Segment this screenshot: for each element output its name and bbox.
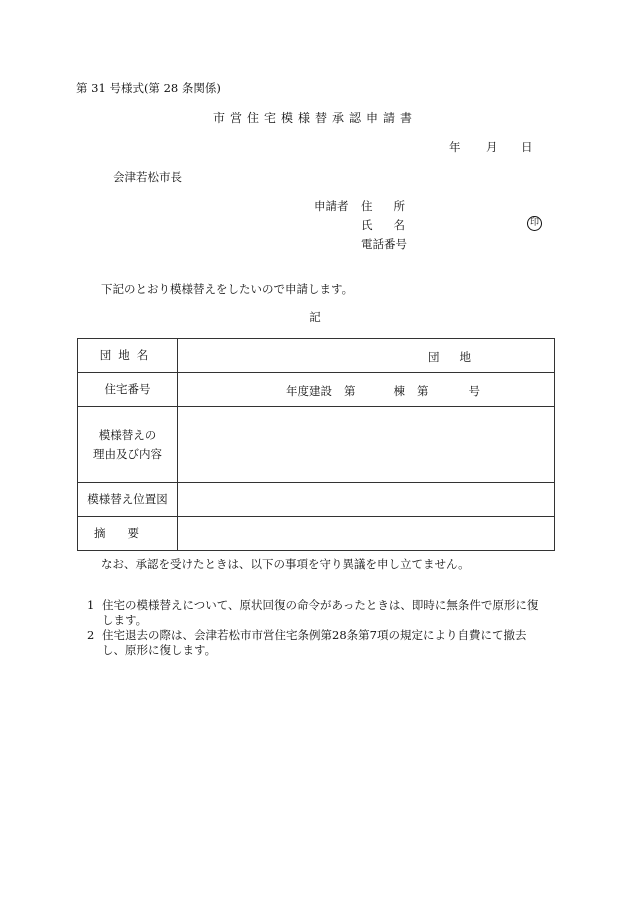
application-table [77, 338, 555, 551]
item-text: 住宅の模様替えについて、原状回復の命令があったときは、即時に無条件で原形に復します。 [102, 598, 539, 627]
notice-text: なお、承認を受けたときは、以下の事項を守り異議を申し立てません。 [101, 557, 470, 571]
house-no-part-year: 年度建設 [286, 384, 332, 398]
list-item [87, 628, 547, 658]
reason-label [78, 407, 178, 482]
addressee: 会津若松市長 [113, 170, 182, 184]
address-label: 住所 [361, 199, 426, 213]
table-row-location [78, 483, 554, 517]
danchi-name-label: 団地名 [78, 339, 178, 372]
reason-label-line2: 理由及び内容 [93, 446, 162, 461]
table-row-reason [78, 407, 554, 483]
house-no-part-go: 号 [468, 384, 480, 398]
ki-label: 記 [309, 310, 321, 324]
house-no-part-mune: 棟 [393, 384, 405, 398]
house-no-part-dai1: 第 [344, 384, 356, 398]
table-row-house-no [78, 373, 554, 407]
remarks-label: 摘要 [78, 517, 178, 550]
table-row-remarks [78, 517, 554, 550]
house-no-text [286, 383, 480, 399]
location-map-field[interactable] [178, 483, 554, 516]
house-no-part-dai2: 第 [417, 384, 429, 398]
house-no-label: 住宅番号 [78, 373, 178, 406]
danchi-suffix: 団地 [428, 350, 491, 364]
item-text: 住宅退去の際は、会津若松市市営住宅条例第28条第7項の規定により自費にて撤去し、原形に復します。 [102, 628, 527, 657]
name-label: 氏名 [361, 218, 426, 232]
house-no-field[interactable] [178, 373, 554, 406]
date-day-label: 日 [521, 140, 533, 154]
applicant-label: 申請者 [314, 199, 349, 213]
phone-label: 電話番号 [361, 237, 407, 251]
reason-field[interactable] [178, 407, 554, 482]
date-month-label: 月 [486, 140, 498, 154]
remarks-field[interactable] [178, 517, 554, 550]
seal-mark: 印 [527, 216, 542, 231]
form-number: 第 31 号様式(第 28 条関係) [76, 81, 221, 95]
list-item [87, 598, 547, 628]
item-number: 2 [87, 628, 95, 642]
danchi-name-field[interactable] [178, 339, 554, 372]
date-year-label: 年 [449, 140, 461, 154]
reason-label-line1: 模様替えの [98, 428, 157, 443]
location-map-label: 模様替え位置図 [78, 483, 178, 516]
document-title: 市営住宅模様替承認申請書 [212, 111, 417, 125]
request-text: 下記のとおり模様替えをしたいので申請します。 [101, 282, 354, 296]
item-number: 1 [87, 598, 95, 612]
table-row-danchi [78, 339, 554, 373]
